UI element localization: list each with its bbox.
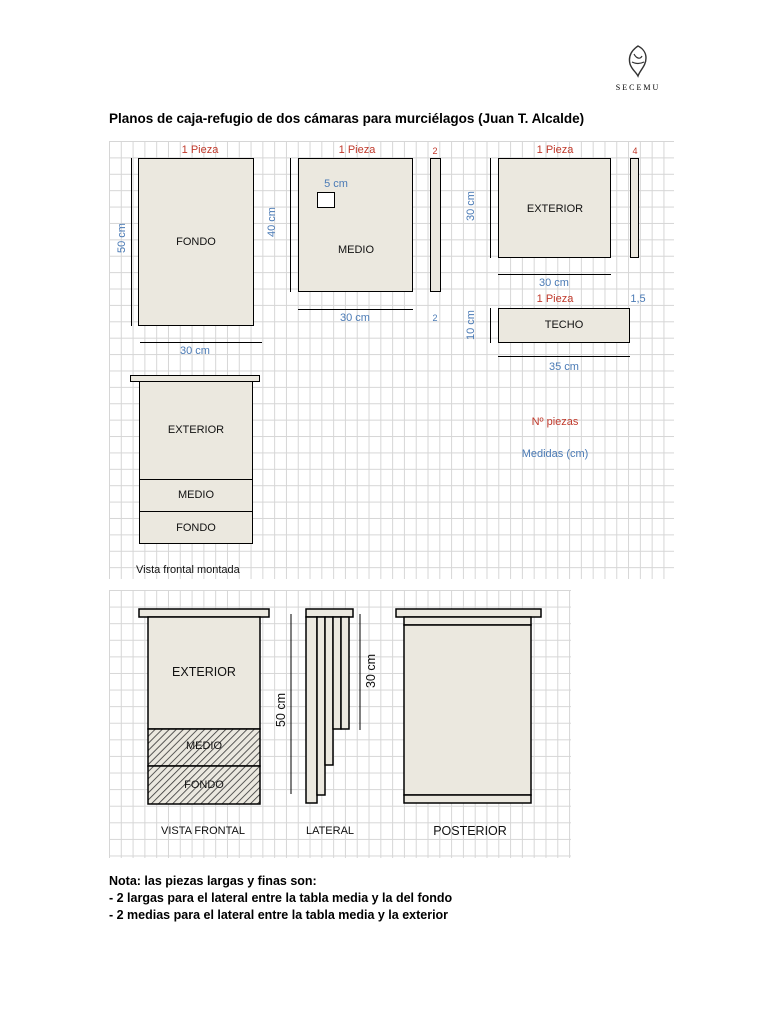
posterior-bottom-bar — [404, 795, 531, 803]
lateral-short-label: 30 cm — [364, 653, 378, 689]
lateral-board-5 — [341, 617, 349, 729]
page-title: Planos de caja-refugio de dos cámaras para murciélagos (Juan T. Alcalde) — [109, 111, 585, 126]
fondo-name: FONDO — [176, 236, 216, 248]
note-block — [109, 873, 452, 924]
note-line-2: - 2 medias para el lateral entre la tabla media y la exterior — [109, 908, 449, 922]
techo-height-label: 10 cm — [465, 310, 477, 340]
strip-a-count: 2 — [432, 146, 438, 156]
exterior-count: 1 Pieza — [536, 144, 574, 156]
strip-b-count: 4 — [632, 146, 638, 156]
front-medio-label: MEDIO — [185, 740, 223, 752]
logo-text: SECEMU — [615, 83, 661, 92]
note-line-1: - 2 largas para el lateral entre la tabla media y la del fondo — [109, 891, 453, 905]
posterior-back — [404, 625, 531, 795]
medio-width-label: 30 cm — [340, 312, 370, 324]
lateral-board-back — [306, 617, 317, 803]
medio-name: MEDIO — [337, 244, 375, 256]
posterior-caption: POSTERIOR — [433, 824, 507, 838]
posterior-top-bar — [404, 617, 531, 625]
exterior-width-label: 30 cm — [539, 277, 569, 289]
assembled-medio-label: MEDIO — [177, 489, 215, 501]
legend-count: Nº piezas — [531, 416, 579, 428]
techo-thickness-label: 1,5 — [630, 293, 646, 305]
assembled-fondo-label: FONDO — [176, 522, 216, 534]
techo-count: 1 Pieza — [536, 293, 574, 305]
fondo-width-label: 30 cm — [180, 345, 210, 357]
lateral-board-3 — [325, 617, 333, 765]
assembled-caption: Vista frontal montada — [136, 564, 240, 576]
strip-a-width-label: 2 — [432, 313, 438, 323]
front-roof — [139, 609, 269, 617]
medio-count: 1 Pieza — [338, 144, 376, 156]
lateral-caption: LATERAL — [305, 825, 355, 837]
note-heading: Nota: las piezas largas y finas son: — [109, 874, 317, 888]
techo-name: TECHO — [544, 319, 584, 331]
lateral-roof — [306, 609, 353, 617]
techo-width-label: 35 cm — [549, 361, 579, 373]
front-exterior-label: EXTERIOR — [172, 665, 236, 679]
lateral-board-2 — [317, 617, 325, 795]
fondo-height-label: 50 cm — [116, 223, 128, 253]
lateral-board-4 — [333, 617, 341, 729]
posterior-roof — [396, 609, 541, 617]
exterior-height-label: 30 cm — [465, 191, 477, 221]
front-fondo-label: FONDO — [184, 779, 224, 791]
exterior-name: EXTERIOR — [526, 203, 584, 215]
fondo-count: 1 Pieza — [181, 144, 219, 156]
lateral-long-label: 50 cm — [274, 692, 288, 728]
assembled-exterior-label: EXTERIOR — [167, 424, 225, 436]
medio-height-label: 40 cm — [266, 207, 278, 237]
front-caption: VISTA FRONTAL — [161, 825, 245, 837]
legend-measures: Medidas (cm) — [521, 448, 589, 460]
medio-window-label: 5 cm — [324, 178, 348, 190]
